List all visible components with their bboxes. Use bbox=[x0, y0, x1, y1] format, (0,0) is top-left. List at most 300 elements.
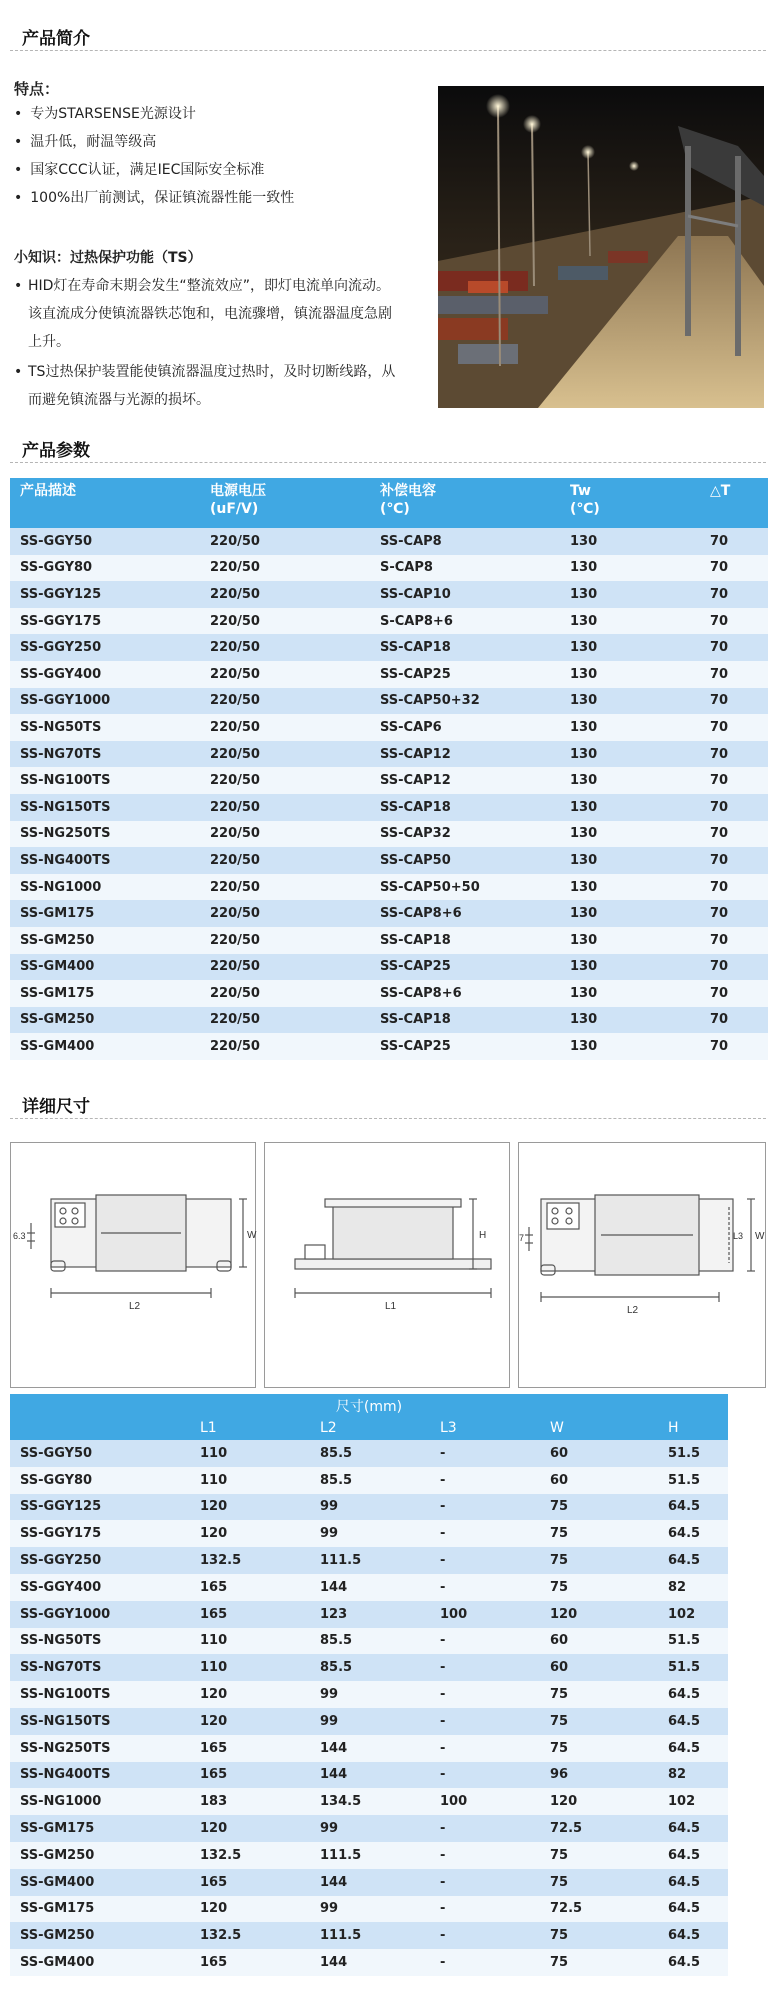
table-cell: 70 bbox=[700, 1007, 768, 1034]
table-cell: SS-NG1000 bbox=[10, 874, 200, 901]
table-cell: SS-CAP32 bbox=[370, 821, 560, 848]
table-cell: - bbox=[430, 1440, 540, 1467]
table-cell: 144 bbox=[310, 1574, 430, 1601]
table-row bbox=[10, 634, 768, 661]
table-cell: 130 bbox=[560, 555, 700, 582]
table-cell: 99 bbox=[310, 1494, 430, 1521]
table-cell: SS-GGY125 bbox=[10, 581, 200, 608]
table-cell: 70 bbox=[700, 581, 768, 608]
features-list bbox=[14, 104, 294, 216]
table-cell: SS-GGY125 bbox=[10, 1494, 190, 1521]
table-cell: 75 bbox=[540, 1520, 658, 1547]
table-cell: - bbox=[430, 1467, 540, 1494]
table-cell: SS-GM400 bbox=[10, 1949, 190, 1976]
table-cell: 51.5 bbox=[658, 1628, 728, 1655]
table-cell: 100 bbox=[430, 1601, 540, 1628]
table-cell: 183 bbox=[190, 1788, 310, 1815]
table-cell: 120 bbox=[190, 1815, 310, 1842]
table-cell: 130 bbox=[560, 688, 700, 715]
table-row bbox=[10, 1033, 768, 1060]
table-cell: 111.5 bbox=[310, 1922, 430, 1949]
table-cell: SS-GM250 bbox=[10, 927, 200, 954]
table-cell: 99 bbox=[310, 1520, 430, 1547]
table-cell: 110 bbox=[190, 1467, 310, 1494]
section-title-intro: 产品简介 bbox=[22, 29, 90, 49]
table-cell: 165 bbox=[190, 1869, 310, 1896]
table-cell: SS-GM175 bbox=[10, 1896, 190, 1923]
table-cell: - bbox=[430, 1520, 540, 1547]
table-cell: SS-NG100TS bbox=[10, 767, 200, 794]
table-cell: SS-GM250 bbox=[10, 1842, 190, 1869]
table-cell: 70 bbox=[700, 1033, 768, 1060]
table-row bbox=[10, 900, 768, 927]
table-cell: 120 bbox=[190, 1520, 310, 1547]
dim-label-l1: L1 bbox=[385, 1301, 397, 1312]
table-cell: 130 bbox=[560, 900, 700, 927]
table-cell: 72.5 bbox=[540, 1896, 658, 1923]
table-cell: SS-GGY1000 bbox=[10, 688, 200, 715]
table-cell: 70 bbox=[700, 980, 768, 1007]
table-cell: SS-GGY250 bbox=[10, 1547, 190, 1574]
table-cell: 70 bbox=[700, 741, 768, 768]
table-cell: 70 bbox=[700, 821, 768, 848]
table-cell: SS-NG150TS bbox=[10, 794, 200, 821]
table-row bbox=[10, 1708, 728, 1735]
table-cell: SS-CAP8+6 bbox=[370, 980, 560, 1007]
table-cell: 165 bbox=[190, 1762, 310, 1789]
table-cell: 123 bbox=[310, 1601, 430, 1628]
features-heading: 特点： bbox=[14, 80, 60, 98]
table-cell: SS-CAP18 bbox=[370, 794, 560, 821]
table-cell: 70 bbox=[700, 767, 768, 794]
feature-item: • 温升低，耐温等级高 bbox=[14, 132, 294, 160]
table-row bbox=[10, 714, 768, 741]
header-cell: 产品描述 bbox=[10, 478, 200, 528]
table-cell: - bbox=[430, 1922, 540, 1949]
diagram-top-view-large bbox=[518, 1142, 766, 1388]
table-cell: 220/50 bbox=[200, 874, 370, 901]
feature-item: • 100%出厂前测试，保证镇流器性能一致性 bbox=[14, 188, 294, 216]
table-cell: SS-NG70TS bbox=[10, 741, 200, 768]
tips-heading: 小知识：过热保护功能（TS） bbox=[14, 250, 202, 266]
table-cell: - bbox=[430, 1842, 540, 1869]
table-cell: 165 bbox=[190, 1735, 310, 1762]
table-cell: 110 bbox=[190, 1654, 310, 1681]
header-cell: H bbox=[658, 1420, 728, 1440]
table-cell: SS-GGY175 bbox=[10, 608, 200, 635]
feature-item: • 专为STARSENSE光源设计 bbox=[14, 104, 294, 132]
table-cell: 220/50 bbox=[200, 767, 370, 794]
table-cell: 75 bbox=[540, 1574, 658, 1601]
table-cell: SS-NG50TS bbox=[10, 1628, 190, 1655]
tips-paragraph-2: • TS过热保护装置能使镇流器温度过热时，及时切断线路，从 而避免镇流器与光源的损坏。 bbox=[14, 358, 434, 414]
table-cell: 51.5 bbox=[658, 1467, 728, 1494]
dim-label-h: H bbox=[479, 1230, 487, 1241]
header-cell: L3 bbox=[430, 1420, 540, 1440]
table-cell: 130 bbox=[560, 927, 700, 954]
table-cell: 60 bbox=[540, 1628, 658, 1655]
table-cell: 120 bbox=[540, 1788, 658, 1815]
section-divider bbox=[10, 50, 766, 51]
table-cell: 100 bbox=[430, 1788, 540, 1815]
table-cell: 51.5 bbox=[658, 1654, 728, 1681]
table-cell: 60 bbox=[540, 1467, 658, 1494]
table-cell: 75 bbox=[540, 1842, 658, 1869]
table-cell: 82 bbox=[658, 1762, 728, 1789]
table-row bbox=[10, 1574, 728, 1601]
table-cell: SS-CAP6 bbox=[370, 714, 560, 741]
table-row bbox=[10, 581, 768, 608]
table-row bbox=[10, 1681, 728, 1708]
table-cell: 64.5 bbox=[658, 1520, 728, 1547]
table-cell: 64.5 bbox=[658, 1681, 728, 1708]
table-cell: 75 bbox=[540, 1735, 658, 1762]
table-cell: 130 bbox=[560, 528, 700, 555]
table-cell: 70 bbox=[700, 927, 768, 954]
table-row bbox=[10, 1949, 728, 1976]
table-cell: 130 bbox=[560, 714, 700, 741]
table-cell: 85.5 bbox=[310, 1440, 430, 1467]
table-cell: SS-CAP50 bbox=[370, 847, 560, 874]
table-row bbox=[10, 1654, 728, 1681]
diagram-side-view bbox=[264, 1142, 510, 1388]
tips-paragraph-1: • HID灯在寿命末期会发生“整流效应”，即灯电流单向流动。 该直流成分使镇流器铁芯饱和，电流骤增，镇流器温度急剧 上升。 bbox=[14, 272, 434, 356]
table-cell: 165 bbox=[190, 1601, 310, 1628]
table-cell: 130 bbox=[560, 821, 700, 848]
diagram-top-view bbox=[10, 1142, 256, 1388]
table-cell: 96 bbox=[540, 1762, 658, 1789]
params-table bbox=[10, 478, 768, 1060]
table-cell: 220/50 bbox=[200, 847, 370, 874]
table-cell: - bbox=[430, 1762, 540, 1789]
table-cell: SS-NG70TS bbox=[10, 1654, 190, 1681]
table-row bbox=[10, 794, 768, 821]
table-cell: SS-NG250TS bbox=[10, 1735, 190, 1762]
table-cell: 75 bbox=[540, 1708, 658, 1735]
table-row bbox=[10, 980, 768, 1007]
table-cell: 220/50 bbox=[200, 688, 370, 715]
table-cell: 70 bbox=[700, 900, 768, 927]
table-cell: 120 bbox=[190, 1681, 310, 1708]
dim-label-w: W bbox=[755, 1231, 765, 1242]
table-cell: 132.5 bbox=[190, 1842, 310, 1869]
table-cell: 85.5 bbox=[310, 1654, 430, 1681]
table-cell: SS-GGY80 bbox=[10, 1467, 190, 1494]
table-cell: 111.5 bbox=[310, 1842, 430, 1869]
table-cell: 64.5 bbox=[658, 1949, 728, 1976]
table-row bbox=[10, 1869, 728, 1896]
table-cell: 130 bbox=[560, 581, 700, 608]
table-cell: SS-CAP25 bbox=[370, 661, 560, 688]
table-cell: SS-GM250 bbox=[10, 1922, 190, 1949]
dim-label-w: W bbox=[247, 1230, 257, 1241]
table-cell: - bbox=[430, 1574, 540, 1601]
table-cell: 99 bbox=[310, 1681, 430, 1708]
table-cell: 70 bbox=[700, 874, 768, 901]
table-cell: 110 bbox=[190, 1440, 310, 1467]
section-divider bbox=[10, 462, 766, 463]
table-cell: S-CAP8+6 bbox=[370, 608, 560, 635]
table-cell: 120 bbox=[190, 1494, 310, 1521]
dim-label-slot: 6.3 bbox=[13, 1231, 26, 1241]
tip-line: 上升。 bbox=[28, 334, 70, 350]
table-cell: SS-CAP10 bbox=[370, 581, 560, 608]
table-cell: 220/50 bbox=[200, 581, 370, 608]
table-cell: - bbox=[430, 1494, 540, 1521]
table-cell: 130 bbox=[560, 794, 700, 821]
table-cell: 130 bbox=[560, 874, 700, 901]
table-cell: 220/50 bbox=[200, 900, 370, 927]
table-cell: 220/50 bbox=[200, 608, 370, 635]
table-cell: 75 bbox=[540, 1949, 658, 1976]
table-cell: SS-NG400TS bbox=[10, 847, 200, 874]
table-cell: SS-CAP12 bbox=[370, 767, 560, 794]
table-row bbox=[10, 927, 768, 954]
table-row bbox=[10, 555, 768, 582]
table-cell: SS-CAP18 bbox=[370, 634, 560, 661]
table-cell: 110 bbox=[190, 1628, 310, 1655]
table-cell: SS-GM400 bbox=[10, 954, 200, 981]
table-cell: SS-GM400 bbox=[10, 1033, 200, 1060]
table-cell: 51.5 bbox=[658, 1440, 728, 1467]
dim-label-l2: L2 bbox=[129, 1301, 141, 1312]
header-cell bbox=[10, 1420, 190, 1440]
table-row bbox=[10, 528, 768, 555]
table-cell: 82 bbox=[658, 1574, 728, 1601]
table-cell: 220/50 bbox=[200, 980, 370, 1007]
table-cell: 70 bbox=[700, 555, 768, 582]
table-cell: - bbox=[430, 1681, 540, 1708]
table-cell: SS-CAP18 bbox=[370, 1007, 560, 1034]
table-cell: 99 bbox=[310, 1708, 430, 1735]
table-cell: 132.5 bbox=[190, 1922, 310, 1949]
table-row bbox=[10, 1520, 728, 1547]
table-cell: - bbox=[430, 1735, 540, 1762]
table-row bbox=[10, 608, 768, 635]
table-cell: - bbox=[430, 1949, 540, 1976]
section-title-dims: 详细尺寸 bbox=[22, 1097, 90, 1117]
table-cell: 70 bbox=[700, 528, 768, 555]
table-cell: 132.5 bbox=[190, 1547, 310, 1574]
table-row bbox=[10, 954, 768, 981]
table-cell: - bbox=[430, 1628, 540, 1655]
table-cell: 130 bbox=[560, 1033, 700, 1060]
table-cell: - bbox=[430, 1708, 540, 1735]
table-cell: 130 bbox=[560, 741, 700, 768]
header-cell: 补偿电容 (℃) bbox=[370, 478, 560, 528]
table-cell: SS-CAP50+50 bbox=[370, 874, 560, 901]
table-cell: 130 bbox=[560, 980, 700, 1007]
dim-label-l3: L3 bbox=[733, 1231, 744, 1241]
dims-table bbox=[10, 1394, 728, 1976]
table-row bbox=[10, 1547, 728, 1574]
table-cell: SS-NG400TS bbox=[10, 1762, 190, 1789]
table-cell: 75 bbox=[540, 1869, 658, 1896]
table-cell: 120 bbox=[190, 1708, 310, 1735]
table-cell: 220/50 bbox=[200, 927, 370, 954]
table-cell: 165 bbox=[190, 1949, 310, 1976]
table-cell: SS-CAP18 bbox=[370, 927, 560, 954]
table-cell: SS-CAP8 bbox=[370, 528, 560, 555]
table-row bbox=[10, 1494, 728, 1521]
table-cell: 220/50 bbox=[200, 821, 370, 848]
table-cell: SS-NG250TS bbox=[10, 821, 200, 848]
table-cell: SS-NG100TS bbox=[10, 1681, 190, 1708]
table-cell: 144 bbox=[310, 1869, 430, 1896]
tip-line: HID灯在寿命末期会发生“整流效应”，即灯电流单向流动。 bbox=[28, 278, 390, 294]
table-cell: 70 bbox=[700, 714, 768, 741]
table-cell: S-CAP8 bbox=[370, 555, 560, 582]
table-cell: 75 bbox=[540, 1922, 658, 1949]
section-title-params: 产品参数 bbox=[22, 441, 90, 461]
table-cell: 75 bbox=[540, 1681, 658, 1708]
table-cell: SS-GM175 bbox=[10, 900, 200, 927]
table-cell: SS-GM250 bbox=[10, 1007, 200, 1034]
table-cell: 130 bbox=[560, 847, 700, 874]
table-row bbox=[10, 1762, 728, 1789]
table-cell: 64.5 bbox=[658, 1815, 728, 1842]
table-cell: SS-GM175 bbox=[10, 980, 200, 1007]
table-cell: 70 bbox=[700, 688, 768, 715]
tip-line: 该直流成分使镇流器铁芯饱和，电流骤增，镇流器温度急剧 bbox=[28, 306, 392, 322]
table-cell: 130 bbox=[560, 954, 700, 981]
header-cell: L1 bbox=[190, 1420, 310, 1440]
section-divider bbox=[10, 1118, 766, 1119]
table-cell: SS-GGY50 bbox=[10, 1440, 190, 1467]
table-cell: 130 bbox=[560, 1007, 700, 1034]
table-cell: SS-CAP25 bbox=[370, 954, 560, 981]
table-cell: 220/50 bbox=[200, 1033, 370, 1060]
table-cell: 85.5 bbox=[310, 1628, 430, 1655]
table-cell: SS-CAP8+6 bbox=[370, 900, 560, 927]
table-cell: 120 bbox=[190, 1896, 310, 1923]
table-cell: 70 bbox=[700, 794, 768, 821]
table-cell: 64.5 bbox=[658, 1922, 728, 1949]
table-cell: 64.5 bbox=[658, 1735, 728, 1762]
table-cell: 130 bbox=[560, 767, 700, 794]
table-cell: 60 bbox=[540, 1654, 658, 1681]
port-night-photo bbox=[438, 86, 764, 408]
table-cell: 220/50 bbox=[200, 1007, 370, 1034]
table-row bbox=[10, 767, 768, 794]
table-cell: SS-GGY80 bbox=[10, 555, 200, 582]
table-cell: 220/50 bbox=[200, 555, 370, 582]
table-cell: - bbox=[430, 1654, 540, 1681]
table-cell: SS-CAP12 bbox=[370, 741, 560, 768]
table-cell: SS-GM400 bbox=[10, 1869, 190, 1896]
table-cell: 70 bbox=[700, 847, 768, 874]
table-cell: 70 bbox=[700, 608, 768, 635]
table-cell: 220/50 bbox=[200, 714, 370, 741]
table-row bbox=[10, 1007, 768, 1034]
table-row bbox=[10, 741, 768, 768]
table-cell: 64.5 bbox=[658, 1869, 728, 1896]
table-row bbox=[10, 1735, 728, 1762]
table-cell: SS-GGY400 bbox=[10, 661, 200, 688]
table-cell: 111.5 bbox=[310, 1547, 430, 1574]
table-row bbox=[10, 821, 768, 848]
table-cell: SS-NG150TS bbox=[10, 1708, 190, 1735]
table-row bbox=[10, 1628, 728, 1655]
table-cell: - bbox=[430, 1896, 540, 1923]
dim-label-l2: L2 bbox=[627, 1305, 639, 1316]
table-cell: 120 bbox=[540, 1601, 658, 1628]
table-cell: 220/50 bbox=[200, 741, 370, 768]
dims-table-title-row bbox=[10, 1394, 728, 1420]
table-cell: 64.5 bbox=[658, 1708, 728, 1735]
header-cell: 电源电压 (uF/V) bbox=[200, 478, 370, 528]
table-cell: 70 bbox=[700, 954, 768, 981]
table-cell: 64.5 bbox=[658, 1842, 728, 1869]
table-row bbox=[10, 1788, 728, 1815]
table-row bbox=[10, 1842, 728, 1869]
table-cell: 165 bbox=[190, 1574, 310, 1601]
table-cell: 99 bbox=[310, 1896, 430, 1923]
table-row bbox=[10, 661, 768, 688]
table-cell: 99 bbox=[310, 1815, 430, 1842]
table-cell: 75 bbox=[540, 1494, 658, 1521]
table-cell: 64.5 bbox=[658, 1896, 728, 1923]
table-cell: 64.5 bbox=[658, 1547, 728, 1574]
table-row bbox=[10, 847, 768, 874]
header-cell: W bbox=[540, 1420, 658, 1440]
table-cell: 134.5 bbox=[310, 1788, 430, 1815]
table-cell: SS-GGY50 bbox=[10, 528, 200, 555]
table-row bbox=[10, 1922, 728, 1949]
table-row bbox=[10, 1467, 728, 1494]
table-row bbox=[10, 1601, 728, 1628]
table-cell: 220/50 bbox=[200, 634, 370, 661]
table-cell: SS-CAP25 bbox=[370, 1033, 560, 1060]
table-cell: - bbox=[430, 1815, 540, 1842]
table-cell: 102 bbox=[658, 1601, 728, 1628]
table-cell: 130 bbox=[560, 661, 700, 688]
table-cell: 64.5 bbox=[658, 1494, 728, 1521]
table-row bbox=[10, 1440, 728, 1467]
table-cell: 72.5 bbox=[540, 1815, 658, 1842]
params-table-header bbox=[10, 478, 768, 528]
header-cell: Tw (℃) bbox=[560, 478, 700, 528]
feature-item: • 国家CCC认证，满足IEC国际安全标准 bbox=[14, 160, 294, 188]
table-cell: 144 bbox=[310, 1762, 430, 1789]
dims-table-title: 尺寸(mm) bbox=[10, 1394, 728, 1420]
table-row bbox=[10, 688, 768, 715]
table-cell: 130 bbox=[560, 634, 700, 661]
table-cell: - bbox=[430, 1547, 540, 1574]
table-cell: 70 bbox=[700, 661, 768, 688]
table-row bbox=[10, 874, 768, 901]
header-cell: L2 bbox=[310, 1420, 430, 1440]
table-cell: 220/50 bbox=[200, 794, 370, 821]
table-cell: SS-NG50TS bbox=[10, 714, 200, 741]
table-cell: 70 bbox=[700, 634, 768, 661]
table-cell: SS-CAP50+32 bbox=[370, 688, 560, 715]
dims-table-header bbox=[10, 1420, 728, 1440]
table-cell: 85.5 bbox=[310, 1467, 430, 1494]
tip-line: TS过热保护装置能使镇流器温度过热时，及时切断线路，从 bbox=[28, 364, 396, 380]
table-cell: 220/50 bbox=[200, 954, 370, 981]
tip-line: 而避免镇流器与光源的损坏。 bbox=[28, 392, 210, 408]
table-cell: 130 bbox=[560, 608, 700, 635]
table-cell: 144 bbox=[310, 1949, 430, 1976]
table-cell: SS-GGY250 bbox=[10, 634, 200, 661]
header-cell: △T bbox=[700, 478, 768, 528]
table-cell: 220/50 bbox=[200, 661, 370, 688]
table-row bbox=[10, 1896, 728, 1923]
table-cell: SS-GM175 bbox=[10, 1815, 190, 1842]
table-cell: SS-GGY400 bbox=[10, 1574, 190, 1601]
table-cell: 102 bbox=[658, 1788, 728, 1815]
